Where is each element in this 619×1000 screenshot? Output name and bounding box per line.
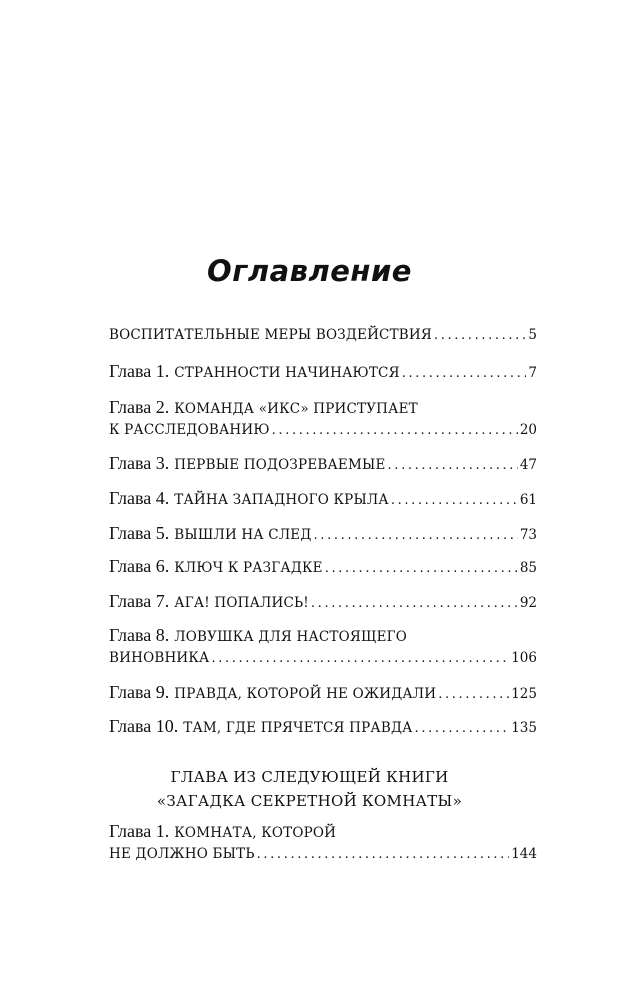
page-number: 125 xyxy=(511,686,537,702)
toc-entry[interactable] xyxy=(109,716,537,739)
entry-title: ВОСПИТАТЕЛЬНЫЕ МЕРЫ ВОЗДЕЙСТВИЯ xyxy=(109,327,432,343)
chapter-label: Глава 8. xyxy=(109,625,170,645)
chapter-label: Глава 3. xyxy=(109,453,170,473)
entry-title: КОМАНДА «ИКС» ПРИСТУПАЕТ xyxy=(174,401,418,417)
page-number: 5 xyxy=(528,327,537,343)
page-number: 61 xyxy=(519,492,537,508)
dot-leader xyxy=(388,455,518,476)
page-number: 144 xyxy=(511,846,537,862)
toc-entry[interactable] xyxy=(109,591,537,614)
chapter-label: Глава 6. xyxy=(109,556,170,576)
entry-title-cont: ВИНОВНИКА xyxy=(109,650,210,666)
page-number: 47 xyxy=(519,457,537,473)
chapter-label: Глава 7. xyxy=(109,591,170,611)
dot-leader xyxy=(325,558,518,579)
chapter-label: Глава 1. xyxy=(109,361,170,381)
entry-title: ВЫШЛИ НА СЛЕД xyxy=(174,527,312,543)
toc-entry[interactable] xyxy=(109,361,537,384)
chapter-label: Глава 4. xyxy=(109,488,170,508)
entry-title: СТРАННОСТИ НАЧИНАЮТСЯ xyxy=(174,365,400,381)
entry-title: ТАМ, ГДЕ ПРЯЧЕТСЯ ПРАВДА xyxy=(183,720,413,736)
dot-leader xyxy=(211,648,509,669)
entry-title: ПЕРВЫЕ ПОДОЗРЕВАЕМЫЕ xyxy=(174,457,386,473)
entry-title-cont: НЕ ДОЛЖНО БЫТЬ xyxy=(109,846,255,862)
toc-entry[interactable] xyxy=(109,523,537,546)
chapter-label: Глава 9. xyxy=(109,682,170,702)
chapter-label: Глава 1. xyxy=(109,821,170,841)
dot-leader xyxy=(415,718,510,739)
entry-title: ТАЙНА ЗАПАДНОГО КРЫЛА xyxy=(174,492,389,508)
entry-title: КОМНАТА, КОТОРОЙ xyxy=(174,825,337,841)
dot-leader xyxy=(311,593,518,614)
next-book-heading xyxy=(0,765,619,813)
page-number: 106 xyxy=(511,650,537,666)
dot-leader xyxy=(257,844,510,865)
dot-leader xyxy=(272,420,518,441)
toc-entry[interactable] xyxy=(109,397,537,441)
entry-title-cont: К РАССЛЕДОВАНИЮ xyxy=(109,422,270,438)
dot-leader xyxy=(438,684,509,705)
dot-leader xyxy=(402,363,527,384)
next-book-heading-line: ГЛАВА ИЗ СЛЕДУЮЩЕЙ КНИГИ xyxy=(170,768,449,786)
toc-entry[interactable] xyxy=(109,682,537,705)
entry-title: ЛОВУШКА ДЛЯ НАСТОЯЩЕГО xyxy=(174,629,408,645)
chapter-label: Глава 10. xyxy=(109,716,179,736)
dot-leader xyxy=(391,490,518,511)
chapter-label: Глава 5. xyxy=(109,523,170,543)
entry-title: КЛЮЧ К РАЗГАДКЕ xyxy=(174,560,323,576)
toc-title: Оглавление xyxy=(207,254,412,288)
page-number: 20 xyxy=(519,422,537,438)
page-number: 73 xyxy=(519,527,537,543)
entry-title: АГА! ПОПАЛИСЬ! xyxy=(174,595,309,611)
toc-entry[interactable] xyxy=(109,325,537,346)
entry-title: ПРАВДА, КОТОРОЙ НЕ ОЖИДАЛИ xyxy=(174,686,437,702)
chapter-label: Глава 2. xyxy=(109,397,170,417)
toc-entry[interactable] xyxy=(109,453,537,476)
page-number: 85 xyxy=(519,560,537,576)
page-number: 92 xyxy=(519,595,537,611)
next-book-heading-line: «ЗАГАДКА СЕКРЕТНОЙ КОМНАТЫ» xyxy=(156,792,463,810)
page-number: 7 xyxy=(528,365,537,381)
dot-leader xyxy=(434,325,526,346)
dot-leader xyxy=(314,525,518,546)
toc-entry[interactable] xyxy=(109,556,537,579)
toc-entry[interactable] xyxy=(109,625,537,669)
toc-entry[interactable] xyxy=(109,821,537,865)
page-number: 135 xyxy=(511,720,537,736)
toc-entry[interactable] xyxy=(109,488,537,511)
